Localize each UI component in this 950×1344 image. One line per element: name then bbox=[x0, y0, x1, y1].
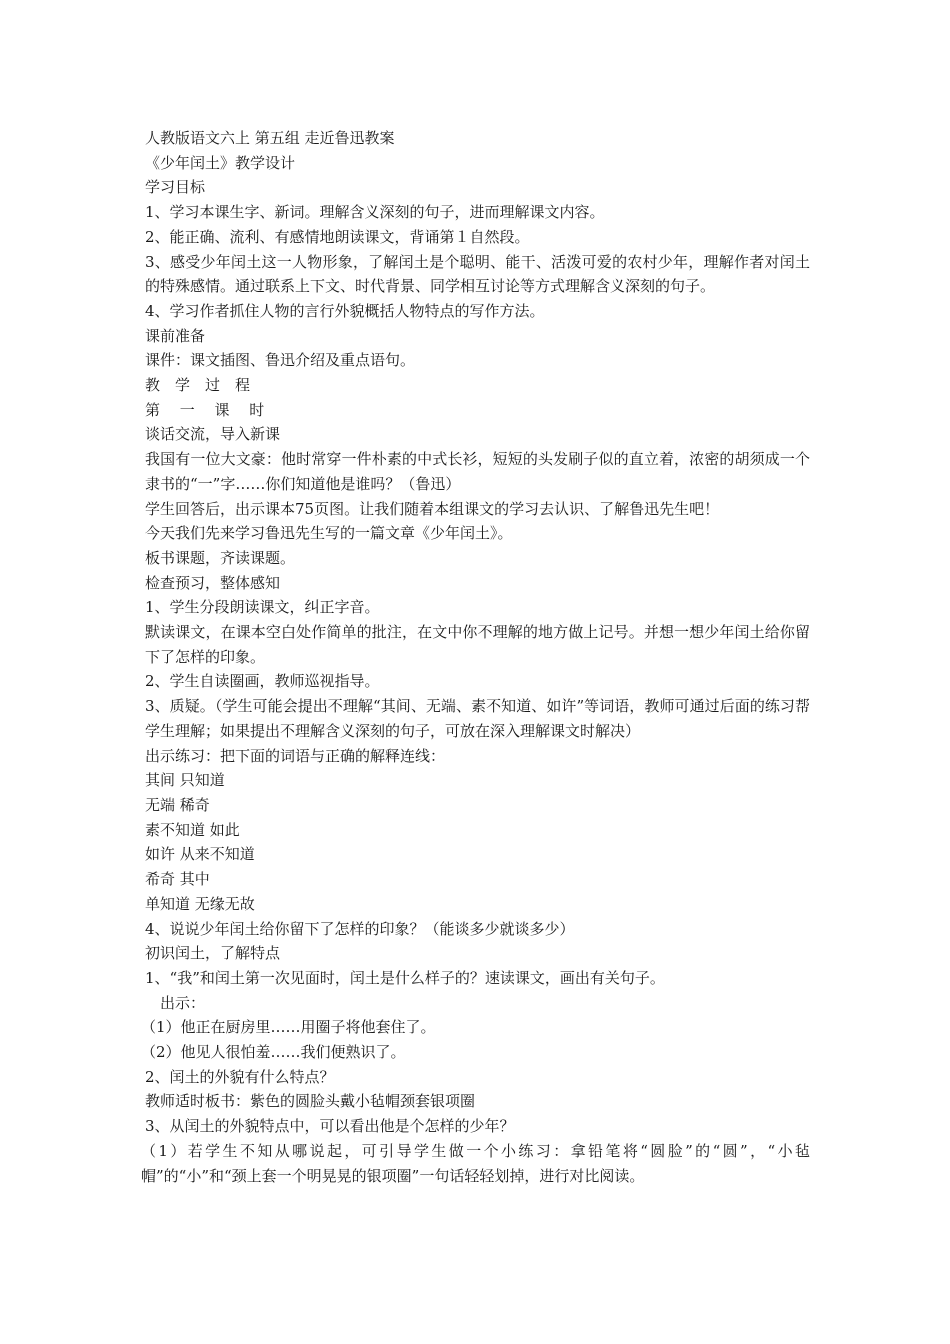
paragraph: 今天我们先来学习鲁迅先生写的一篇文章《少年闰土》。 bbox=[145, 524, 513, 543]
paragraph: （2）他见人很怕羞……我们便熟识了。 bbox=[141, 1043, 406, 1062]
paragraph: 3、从闰土的外貌特点中，可以看出他是个怎样的少年？ bbox=[145, 1117, 515, 1136]
word-pair: 无端 稀奇 bbox=[145, 795, 210, 814]
word-pair: 其间 只知道 bbox=[145, 771, 225, 790]
paragraph: 默读课文，在课本空白处作简单的批注，在文中你不理解的地方做上记号。并想一想少年闰土给你留下了怎样的印象。 bbox=[145, 623, 810, 666]
paragraph: 3、感受少年闰土这一人物形象，了解闰土是个聪明、能干、活泼可爱的农村少年，理解作者对闰土的特殊感情。通过联系上下文、时代背景、同学相互讨论等方式理解含义深刻的句子。 bbox=[145, 252, 810, 296]
word-pair: 素不知道 如此 bbox=[145, 820, 240, 839]
paragraph: 2、闰土的外貌有什么特点？ bbox=[145, 1067, 335, 1086]
paragraph: 教师适时板书：紫色的圆脸头戴小毡帽颈套银项圈 bbox=[145, 1092, 476, 1111]
document-body bbox=[141, 126, 810, 1188]
paragraph: （1）他正在厨房里……用圈子将他套住了。 bbox=[141, 1018, 436, 1037]
paragraph: 出示练习：把下面的词语与正确的解释连线： bbox=[145, 746, 446, 765]
section-heading: 谈话交流，导入新课 bbox=[145, 425, 281, 444]
section-heading: 第 一 课 时 bbox=[145, 400, 265, 419]
paragraph: 板书课题，齐读课题。 bbox=[145, 548, 296, 567]
word-pair: 希奇 其中 bbox=[145, 870, 210, 889]
section-heading: 检查预习，整体感知 bbox=[145, 573, 281, 592]
paragraph: 课件：课文插图、鲁迅介绍及重点语句。 bbox=[145, 351, 416, 370]
section-heading: 课前准备 bbox=[145, 326, 206, 345]
document-title: 人教版语文六上 第五组 走近鲁迅教案 bbox=[145, 129, 395, 147]
word-pair: 如许 从来不知道 bbox=[145, 845, 255, 864]
section-heading: 学习目标 bbox=[145, 178, 206, 197]
section-heading: 初识闰土，了解特点 bbox=[145, 944, 281, 963]
paragraph: 3、质疑。（学生可能会提出不理解“其间、无端、素不知道、如许”等词语，教师可通过后面的练习帮学生理解；如果提出不理解含义深刻的句子，可放在深入理解课文时解决） bbox=[145, 697, 810, 740]
paragraph: 1、“我”和闰土第一次见面时，闰土是什么样子的？速读课文，画出有关句子。 bbox=[145, 968, 665, 987]
paragraph: 我国有一位大文豪：他时常穿一件朴素的中式长衫，短短的头发刷子似的直立着，浓密的胡须成一个隶书的“一”字……你们知道他是谁吗？（鲁迅） bbox=[145, 450, 810, 493]
paragraph: 2、学生自读圈画，教师巡视指导。 bbox=[145, 672, 380, 691]
paragraph: 4、学习作者抓住人物的言行外貌概括人物特点的写作方法。 bbox=[145, 301, 545, 320]
section-heading: 教 学 过 程 bbox=[145, 376, 251, 395]
word-pair: 单知道 无缘无故 bbox=[145, 894, 255, 913]
paragraph: 2、能正确、流利、有感情地朗读课文，背诵第１自然段。 bbox=[145, 227, 530, 246]
paragraph: （1）若学生不知从哪说起，可引导学生做一个小练习：拿铅笔将“圆脸”的“圆”，“小毡帽”的“小”和“颈上套一个明晃晃的银项圈”一句话轻轻划掉，进行对比阅读。 bbox=[141, 1141, 810, 1185]
paragraph: 1、学习本课生字、新词。理解含义深刻的句子，进而理解课文内容。 bbox=[145, 203, 605, 222]
lesson-title: 《少年闰土》教学设计 bbox=[145, 153, 296, 172]
paragraph: 4、说说少年闰土给你留下了怎样的印象？（能谈多少就谈多少） bbox=[145, 919, 575, 938]
paragraph: 学生回答后，出示课本75页图。让我们随着本组课文的学习去认识、了解鲁迅先生吧！ bbox=[145, 499, 720, 518]
paragraph: 1、学生分段朗读课文，纠正字音。 bbox=[145, 598, 380, 617]
paragraph: 出示： bbox=[160, 993, 206, 1012]
